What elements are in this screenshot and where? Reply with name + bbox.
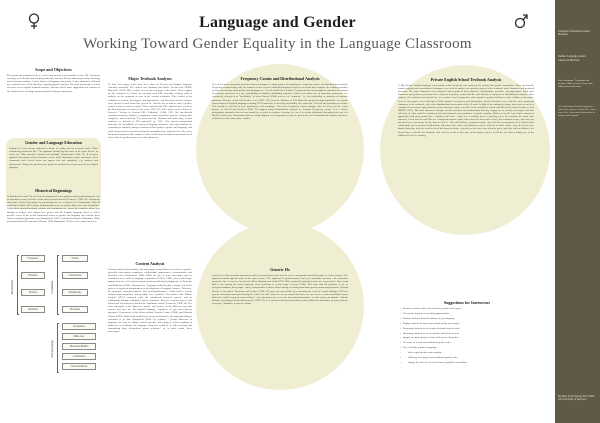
suggestion-item: • Become sensitive and on the watch for gender stereotypes — [400, 307, 534, 310]
suggestions-list — [400, 307, 534, 364]
suggestion-item: • Use gender inquiries in teaching opportunities — [400, 312, 534, 315]
sidebar-child-quote: "if a child learns that the image of a man and a woman, a doctor 'he' - and a nurse 'she' - they absorb these roles as normal and accepted" — [558, 104, 597, 117]
generic-he-heading: Generic He — [270, 267, 290, 272]
suggestion-item: • Encourage students to correct gender inflections in texts — [400, 332, 534, 335]
gender-education-section — [9, 141, 98, 171]
content-analysis-section — [108, 262, 192, 335]
diagram-mid-item-2: Collocations — [62, 272, 88, 279]
sidebar-sexist-language-quote: Sexist language: "Language that excludes either women or men when talking about both sexes" — [558, 78, 593, 88]
suggestions-section — [400, 301, 534, 366]
frequency-section — [212, 77, 348, 122]
suggestion-item: • Engage students in discussions about gender stereotypes — [400, 322, 534, 325]
suggestion-item: • challenge stereotypes and traditional gender roles — [400, 356, 534, 359]
content-analysis-body: Content analysis deals mainly with stereotypes of and differences between genders, generally concerning occupations, relationships, appearances, characteristics, and discourse roles (Sunderland, 1994). While the role of some stereotypes may be considered to be valid in language acquisition (O'Neill, 1984), most would argue against their use, as in texts for gender-uniform and biased judgments. As Pavlenko and Mandelson (2006: 18) point out, "language textbooks play a unique role in the process of gendered interpretation or development of language learners. Therefore, the portrayal, misrepresentation, and oversimplification... could lead to serious cultural misconceptions, and possibly even conflicts." Researchers like Rifkin-Lackoff (1975) examined what she considered 'women's speech', and its relationship through established power structures. But not everyone agrees with Lakoff and what has been labeled the 'dominance model' (Cameron, 1998: 34). The other alternative is the 'difference model', and focuses on the different ways that women and men use the English language, regardless of any power/system structures. Proponents of this theory include Jennifer Coates (1986) and Deborah Tannen (1991). While both models have merits and demerits, the important thing to remember is, as Jane Sunderland (1994: 31) explains, "...gender difference in language use may be highly context specific, but trying to reflect findings of difference in textbooks for language classroom would be to risk recycling and reproducing those hierarchical power relations," or, in other words, those stereotypes. — [108, 268, 192, 333]
diagram-brace-left — [17, 255, 19, 315]
suggestion-item: • Educate students about the history of your language — [400, 317, 534, 320]
diagram-label-stereotyping: Stereotyping — [50, 340, 54, 358]
diagram-left-item-4: Omission — [21, 306, 45, 313]
generic-he-section — [212, 268, 348, 307]
private-school-heading: Private English School Textbook Analysis — [430, 77, 502, 82]
author-credit: By Mary Lewis Spring 2014 TSOL 541 University of Anytown — [558, 395, 595, 402]
major-studies-section — [108, 77, 192, 141]
diagram-right-item-4: Constrained — [62, 353, 96, 360]
suggestion-item: • Supply an equal amount of time with men to all genders — [400, 336, 534, 339]
scope-section — [7, 68, 100, 95]
diagram-label-grammar: Grammar — [50, 280, 54, 294]
diagram-brace-mid — [57, 255, 59, 315]
major-studies-body: To date, two major works have been done on Korean and English language education materials. The earliest was Hartman and Judd's "Sexism and TESOL Materials" (1978: 381), in their view on the first page of the article. These suggest (a) the inclusion of women in currently used ESL materials, starting with an analysis on the portrayal of men in the content textbooks. They looked at the visibility of women, stereotypes, and appearances, and then proceeded to analyze more specific lexical items like generic he, and the use of man as both a gender-neutral reference and as a suffix. They conclude that 'ESL students have found to the bias portrayal of women in the texts' (381). The other major work is Karen L. Porreca's "Sexism in Current ESL Textbooks" (1984: 705). She specifically examined omission, firstness, occupations, nouns, masculine generics, among other categories, and found that "For years after the Hartman and Judd study, sexism continues to flourish in ESL materials" (p. 718). "[I]n current instructional materials, the 'invisibility' of women in language structures, and representation are continuing to critically analyze textbooks with regards to gender and language, and while many aspects of sexism and gender inequality have improved over the years, the gendered patterns (like firstness - there is still room for improvement and a need to be made for gender awareness in the classroom. — [108, 83, 193, 139]
diagram-mid-item-3: Morphology — [62, 289, 88, 296]
diagram-right-item-3: Discourse/Beliefs — [62, 343, 96, 350]
diagram-right-item-2: Mind-over — [62, 333, 96, 340]
stereotype-diagram — [7, 237, 100, 375]
sidebar — [555, 0, 600, 423]
suggestion-item: • change the order of referenced items regardless of tradition — [400, 361, 534, 364]
diagram-label-invisibility: Invisibility — [10, 279, 14, 295]
suggestion-item: • Try to include gendered language: — [400, 346, 534, 349]
private-school-section — [398, 78, 534, 139]
history-heading: Historical Beginnings — [35, 188, 72, 193]
poster-subtitle: Working Toward Gender Equality in the Language Classroom — [83, 36, 472, 52]
frequency-heading: Frequency Counts and Distributional Analysis — [240, 76, 320, 81]
diagram-left-item-3: Pictures — [21, 289, 45, 296]
frequency-body: Two of the most commonly used procedures techniques to study gender stereotyping are frequency counts, and distributional analysis. Frequency counts simply tally the number of two or more individual linguistic items in a text and then compare the resulting numbers to draw conclusions about gender and language use. Cowell and Keuben (2004: 77) point out that 'when might be harmless in isolation can become pernicious via, say, contributing to habitual, unthinking responses' (such as pervasive use of masculine pronouns). It is extensively referred to as "invisibility" or what Porreca (1984) refers to as "omission," i.e., the invisibility or omission of feminine pronouns. Because of this fill Prentice et al. (1990: 131) from the Ministry of ESL Materials group developed guidelines for gender representation in English language teaching (ELT) materials. Concerning invisibility, they state that "text half the population is female. This should be reflected in text, illustrations, and teachings." How does Frequency counts, though, often do not reveal the whole picture, as Cowell and Keuben (1994: 79) suggest using Distributional analysis or "tempest Frequency counts." It is a linear, pedagogical principles that an item should be recycled to reinforce learning. So, ifor it is evenly distributed throughout the text it is likely to reach more information than one which appears very frequently in only one part of the text.' Distributional analysis, therefore, is about how often times these entities. — [212, 83, 348, 121]
diagram-mid-item-4: Pronouns — [62, 306, 88, 313]
suggestions-heading: Suggestions for Instructors — [443, 300, 491, 305]
poster-title: Language and Gender — [199, 14, 356, 31]
major-studies-heading: Major Textbook Analyses — [128, 76, 172, 81]
gender-education-body: English as it has always indicated a frame of reality and its research world. When considering statements like "The applicant should sign his name in the space below" as sexist yet, "Man should be fruitful and multiply" (Sunderland, 1994: 17). It becomes apparent that gender-related inclusion can be made inadequate and/or inaccurate. Even commonly used lexical items can appear fair and unmarked, e.g. mistress and chairwoman. Bring into question how gender is and has been represented in the English language. — [9, 147, 98, 169]
diagram-left-item-1: Frequency — [21, 255, 45, 262]
sidebar-examples: Examples: Professions Generic Pronouns — [558, 30, 591, 37]
scope-heading: Scope and Objectives — [35, 67, 72, 72]
suggestion-item: • allow equal gender representation — [400, 351, 534, 354]
suggestion-item: • Be aware of sexism and traditional gender roles — [400, 341, 534, 344]
diagram-left-item-2: Firstness — [21, 272, 45, 279]
scope-body: This poster presentation looks to review and provide representation to the ESL classroom focusing on textbooks and teaching materials, but also briefly addressing teacher ideology and classroom conduct. A brief history of language and gender is first addressed, followed by a critical review of the literature regarding gender analysis. The final portion gives a brief overview of an original textbook analysis, and then offers some suggestions for teachers in the classroom for creating a gender-neutral learning environment. — [7, 74, 100, 93]
diagram-brace-right — [57, 323, 59, 373]
diagram-right-item-1: Occupation — [62, 323, 96, 330]
generic-he-body: Generic he is the masculine pronoun he and its various forms when used to refer to non-gender-specified people, as in the sentence 'The applicant should sign his name in the space below.' 'The applicant' is gender-neutral, and yet a masculine pronoun - the masculine possessive his - is used as its referent. When Hartman and Judd (1978: 386) examined textbooks for the use of generic he, they found that it was 'among the most frequently noted problems of sexist usage.' Porreca (1984: 706) notes that the problem is one of overgeneralization, that 'people - rarely conceptualize females when hearing or reading masculine generic nouns and pronouns.' Edward Woods, in her article 'Pronouns and Gender' (1994: 22), goes one step further by contrasting the work of Joseph Bolinger (1975) to generic masculines and generalizing the 'what is at issue when we do not realize that there are two or two or three-individual terms. Often the result is a generic form is [they] ... less pleasant sense, so we use more than information, we also convey an attitude.' And the attitude, according to Roshwald-Laurence (1998: 25), is 'a system of beliefs and practices which affirm the dominance of male behavior in society,' ultimately a form of sexism. — [212, 274, 348, 305]
suggestion-item: • Encourage students to do creative/fictional ways to write — [400, 327, 534, 330]
private-school-body: A Big Private English language conversation school textbook was analyzed for sexism and gender inequalities. More specifically, content analysis and concordance techniques were used to analyze two specific aspects of the textbook: male characters and gendered pronouns. The main characters were analyzed with regards to their character, relationships, activities, and appearance. Both male characters and gendered pronouns were analyzed frequency counts and the ratio that these analyzed for distributional analysis. After analysis, the textbook was found to be, on a surface level, progressive with regards to gender but there is also a hidden conservative level of stereotypes woven through it. With regards to frequency and distribution, female characters were both the more prominent characters in the textbook, with a fair distributional across most of the 15 units. In light of the industry in Japan, there does seem to be considered as accurate representations of the characters whose over 60% of the students is female and 88% of the staff is female as well (MEXT, 2003). The main characters, though, and the activities and relationships that they engage in, are clearly stereotypic, and thus fall short of what could be considered fair and unbiased representations of gender equality. While two of the four female characters apparently hold professional jobs - Heather and Carol - only one is actually given a working scene. By contrast, the main male character, Lucas and his wife Mei are a mid-professionals, takes orders from his boss and is Carol, the restaurant owner, takes the day off and serves Americans for the staff in Unit 11. Dan and Melissa, a married couple, also fall into stereotypical roles, both in their relationship and as gendered individuals. Questions also arises why Melissa needs to hold on to Dan's elbow, why she needs to be thinner than him, why she needs to do all the domestic duties, why she needs to save him when he gives, and why, with no children, she doesn't have a job like her husband. And when he needs to take care of his family, why he is still the one who is taking care of the children as well as working. — [398, 84, 534, 137]
history-section — [7, 189, 100, 225]
history-body: In Britain in the mid-'70s, the first investigations (as has implemented) problemizing the 'use of masculine terms to denote a wide array of professionals' (Cameron, 1998: 20). Around the same time, Emily Tisot began by questioning the use of 'generic' he (Sunderland, 1994: 8) and Robin Lakoff (1975) began analyzing discourse for gender differences and inequalities. Today these ground-breaking scholars and institutions are joined by countless others who attempt to analyze and explain how gender and the English language affect or reflect people's views of the world. Influential works on gender and language also include those from sociological grammar texts (Sunderland, 1981), feminist dictionaries (Maitland, 1984), and mainstream ESL materials (Florent, 1994; Hartmandl, 1974) et al.) to name but a few. — [7, 195, 100, 223]
sidebar-outline: Outline: Language Gender Classroom Materials — [558, 55, 586, 62]
gender-education-heading: Gender and Language Education — [25, 140, 82, 145]
content-analysis-heading: Content Analysis — [135, 261, 165, 266]
diagram-mid-item-1: Nouns — [62, 255, 88, 262]
diagram-right-item-5: Character/Roles — [62, 363, 96, 370]
